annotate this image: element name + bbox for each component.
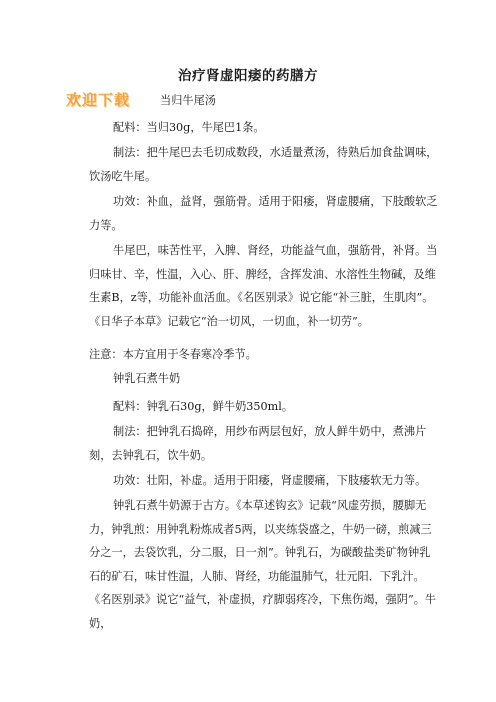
document-title: 治疗肾虚阳痿的药膳方 xyxy=(178,68,318,84)
recipe2-ingredients: 配料：钟乳石30g，鲜牛奶350ml。 xyxy=(113,400,294,413)
recipe1-caution: 注意：本方宜用于冬春寒冷季节。 xyxy=(89,348,257,361)
recipe1-effect: 功效：补血，益肾，强筋骨。适用于阳痿，肾虚腰痛，下肢酸软乏力等。 xyxy=(89,195,438,232)
recipe1-name: 当归牛尾汤 xyxy=(160,94,216,107)
recipe2-name: 钟乳石煮牛奶 xyxy=(113,372,181,385)
recipe1-ingredients: 配料：当归30g，牛尾巴1条。 xyxy=(113,121,265,134)
recipe2-notes: 钟乳石煮牛奶源于古方。《本草述钩玄》记载“风虚劳损，腰脚无力，钟乳煎：用钟乳粉炼成者5两，以夹练袋盛之，牛奶一磅，煎减三分之一，去袋饮乳，分二服，日一剂”。钟乳石，为碳酸盐类矿物钟乳石的矿石，味甘性温，人肺、肾经，功能温肺气，壮元阳．下乳汁。《名医别录》说它“益气，补虚损，疗脚弱疼冷，下焦伤竭，强阴”。牛奶， xyxy=(89,499,437,630)
watermark-welcome: 欢迎下载 xyxy=(66,91,131,109)
recipe1-method: 制法：把牛尾巴去毛切成数段，水适量煮汤，待熟后加食盐调味，饮汤吃牛尾。 xyxy=(89,146,438,183)
recipe2-effect: 功效：壮阳，补虚。适用于阳痿，肾虚腰痛，下肢痿软无力等。 xyxy=(113,474,427,487)
recipe1-notes: 牛尾巴，味苦性平，入脾、肾经，功能益气血，强筋骨，补肾。当归味甘、辛，性温，入心、肝、脾经，含挥发油、水溶性生物碱，及维生素B，z等，功能补血活血。《名医别录》说它能“补三脏，生肌肉”。《日华子本草》记载它“治一切风，一切血，补一切劳”。 xyxy=(89,244,438,328)
recipe2-method: 制法：把钟乳石捣碎，用纱布两层包好，放人鲜牛奶中，煮沸片刻，去钟乳石，饮牛奶。 xyxy=(89,425,427,462)
